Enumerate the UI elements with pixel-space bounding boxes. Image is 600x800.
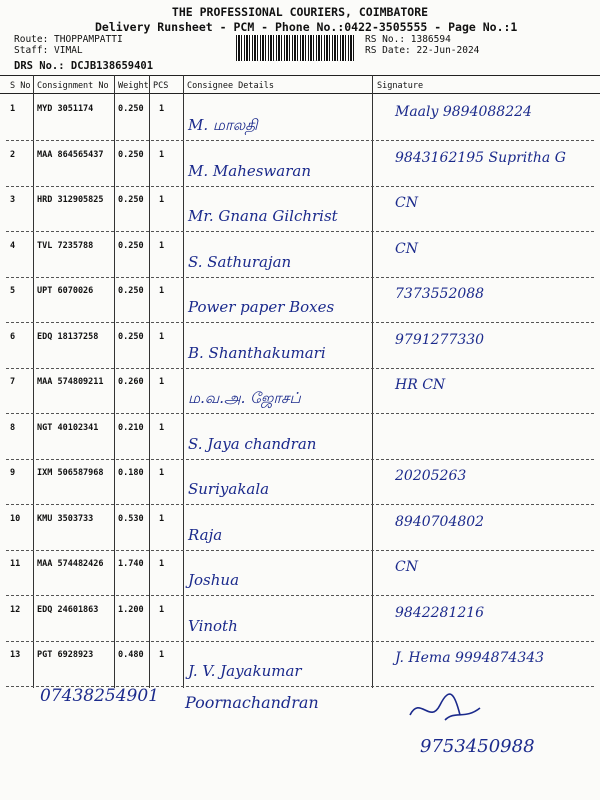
footer-handwritten-name: Poornachandran — [185, 693, 319, 712]
row-pcs: 1 — [159, 513, 165, 524]
table-row — [0, 142, 600, 187]
row-signature-handwritten: 9842281216 — [395, 604, 485, 621]
row-weight: 0.250 — [118, 286, 144, 296]
row-pcs: 1 — [159, 604, 165, 615]
row-consignment-no: MAA 574809211 — [37, 377, 104, 387]
col-pcs: PCS — [153, 81, 169, 91]
row-consignment-no: HRD 312905825 — [37, 195, 104, 205]
col-consignment: Consignment No — [37, 81, 109, 91]
row-consignment-no: MAA 574482426 — [37, 559, 104, 569]
row-weight: 0.250 — [118, 104, 144, 114]
row-pcs: 1 — [159, 559, 165, 569]
row-consignee-handwritten: Vinoth — [188, 616, 238, 635]
row-consignment-no: NGT 40102341 — [37, 422, 99, 433]
row-weight: 0.250 — [118, 240, 144, 251]
row-consignment-no: EDQ 24601863 — [37, 604, 99, 615]
col-sno: S No — [10, 81, 31, 91]
row-sno: 11 — [10, 559, 21, 569]
row-consignee-handwritten: S. Sathurajan — [188, 252, 292, 271]
table-row — [0, 233, 600, 278]
row-pcs: 1 — [159, 468, 165, 478]
table-row — [0, 415, 600, 460]
row-consignment-no: MYD 3051174 — [37, 104, 94, 114]
staff-label: Staff: VIMAL — [14, 45, 83, 56]
table-row — [0, 551, 600, 596]
row-signature-handwritten: J. Hema 9994874343 — [395, 650, 545, 666]
row-consignment-no: IXM 506587968 — [37, 468, 104, 478]
row-sno: 2 — [10, 149, 16, 160]
row-signature-handwritten: Maaly 9894088224 — [395, 104, 532, 120]
row-weight: 0.530 — [118, 513, 144, 524]
table-row — [0, 369, 600, 414]
row-weight: 0.180 — [118, 468, 144, 478]
row-signature-handwritten: 9843162195 Supritha G — [395, 149, 566, 166]
row-signature-handwritten: HR CN — [395, 377, 446, 393]
table-row — [0, 642, 600, 687]
route-label: Route: THOPPAMPATTI — [14, 34, 123, 45]
row-consignee-handwritten: Power paper Boxes — [188, 298, 335, 316]
table-row — [0, 324, 600, 369]
rs-number: RS No.: 1386594 — [365, 34, 451, 45]
row-weight: 1.740 — [118, 559, 144, 569]
row-consignment-no: TVL 7235788 — [37, 240, 94, 251]
row-consignment-no: EDQ 18137258 — [37, 331, 99, 342]
row-pcs: 1 — [159, 195, 165, 205]
row-signature-handwritten: CN — [395, 195, 418, 211]
row-signature-handwritten: 7373552088 — [395, 286, 485, 302]
row-sno: 9 — [10, 468, 16, 478]
row-pcs: 1 — [159, 286, 165, 296]
row-pcs: 1 — [159, 331, 165, 342]
row-consignee-handwritten: M. மாலதி — [188, 116, 258, 134]
row-consignment-no: PGT 6928923 — [37, 650, 94, 660]
barcode-image — [236, 35, 354, 61]
row-sno: 8 — [10, 422, 16, 433]
row-consignee-handwritten: ம.வ.அ. ஜோசப் — [188, 389, 301, 407]
drs-number: DRS No.: DCJB138659401 — [14, 60, 154, 72]
row-signature-handwritten: CN — [395, 559, 418, 575]
row-consignment-no: UPT 6070026 — [37, 286, 94, 296]
row-signature-handwritten: CN — [395, 240, 418, 257]
row-weight: 0.480 — [118, 650, 144, 660]
row-signature-handwritten: 8940704802 — [395, 513, 485, 530]
table-top-border — [0, 75, 600, 76]
row-weight: 0.250 — [118, 149, 144, 160]
row-weight: 0.260 — [118, 377, 144, 387]
row-weight: 1.200 — [118, 604, 144, 615]
row-consignment-no: KMU 3503733 — [37, 513, 94, 524]
row-consignee-handwritten: Joshua — [188, 571, 240, 589]
row-sno: 13 — [10, 650, 21, 660]
row-sno: 12 — [10, 604, 21, 615]
row-consignee-handwritten: Mr. Gnana Gilchrist — [188, 207, 338, 225]
row-sno: 6 — [10, 331, 16, 342]
row-pcs: 1 — [159, 650, 165, 660]
row-sno: 10 — [10, 513, 21, 524]
document-title: THE PROFESSIONAL COURIERS, COIMBATORE — [171, 5, 429, 19]
table-row — [0, 597, 600, 642]
row-consignee-handwritten: Raja — [188, 525, 223, 544]
row-sno: 3 — [10, 195, 16, 205]
table-row — [0, 460, 600, 505]
col-signature: Signature — [377, 81, 424, 91]
row-sno: 1 — [10, 104, 16, 114]
rs-date: RS Date: 22-Jun-2024 — [365, 45, 480, 56]
document-subtitle: Delivery Runsheet - PCM - Phone No.:0422-3505555 - Page No.:1 — [95, 20, 518, 34]
row-sno: 5 — [10, 286, 16, 296]
row-pcs: 1 — [159, 240, 165, 251]
row-weight: 0.210 — [118, 422, 144, 433]
footer-handwritten-number: 07438254901 — [40, 686, 159, 706]
row-weight: 0.250 — [118, 331, 144, 342]
row-sno: 4 — [10, 240, 16, 251]
row-pcs: 1 — [159, 149, 165, 160]
table-row — [0, 96, 600, 141]
row-consignee-handwritten: M. Maheswaran — [188, 161, 311, 180]
col-weight: Weight — [118, 81, 149, 91]
row-pcs: 1 — [159, 377, 165, 387]
table-row — [0, 278, 600, 323]
row-sno: 7 — [10, 377, 16, 387]
footer-handwritten-phone: 9753450988 — [420, 736, 535, 757]
row-consignee-handwritten: S. Jaya chandran — [188, 434, 317, 453]
row-weight: 0.250 — [118, 195, 144, 205]
col-consignee-details: Consignee Details — [187, 81, 274, 91]
table-row — [0, 187, 600, 232]
row-consignee-handwritten: J. V. Jayakumar — [188, 662, 302, 680]
row-consignment-no: MAA 864565437 — [37, 149, 104, 160]
row-consignee-handwritten: B. Shanthakumari — [188, 343, 326, 362]
row-signature-handwritten: 20205263 — [395, 468, 467, 484]
row-pcs: 1 — [159, 422, 165, 433]
row-signature-handwritten: 9791277330 — [395, 331, 485, 348]
row-consignee-handwritten: Suriyakala — [188, 480, 270, 498]
row-pcs: 1 — [159, 104, 165, 114]
footer-signature-image — [405, 690, 485, 730]
table-header-border — [0, 93, 600, 94]
table-row — [0, 506, 600, 551]
